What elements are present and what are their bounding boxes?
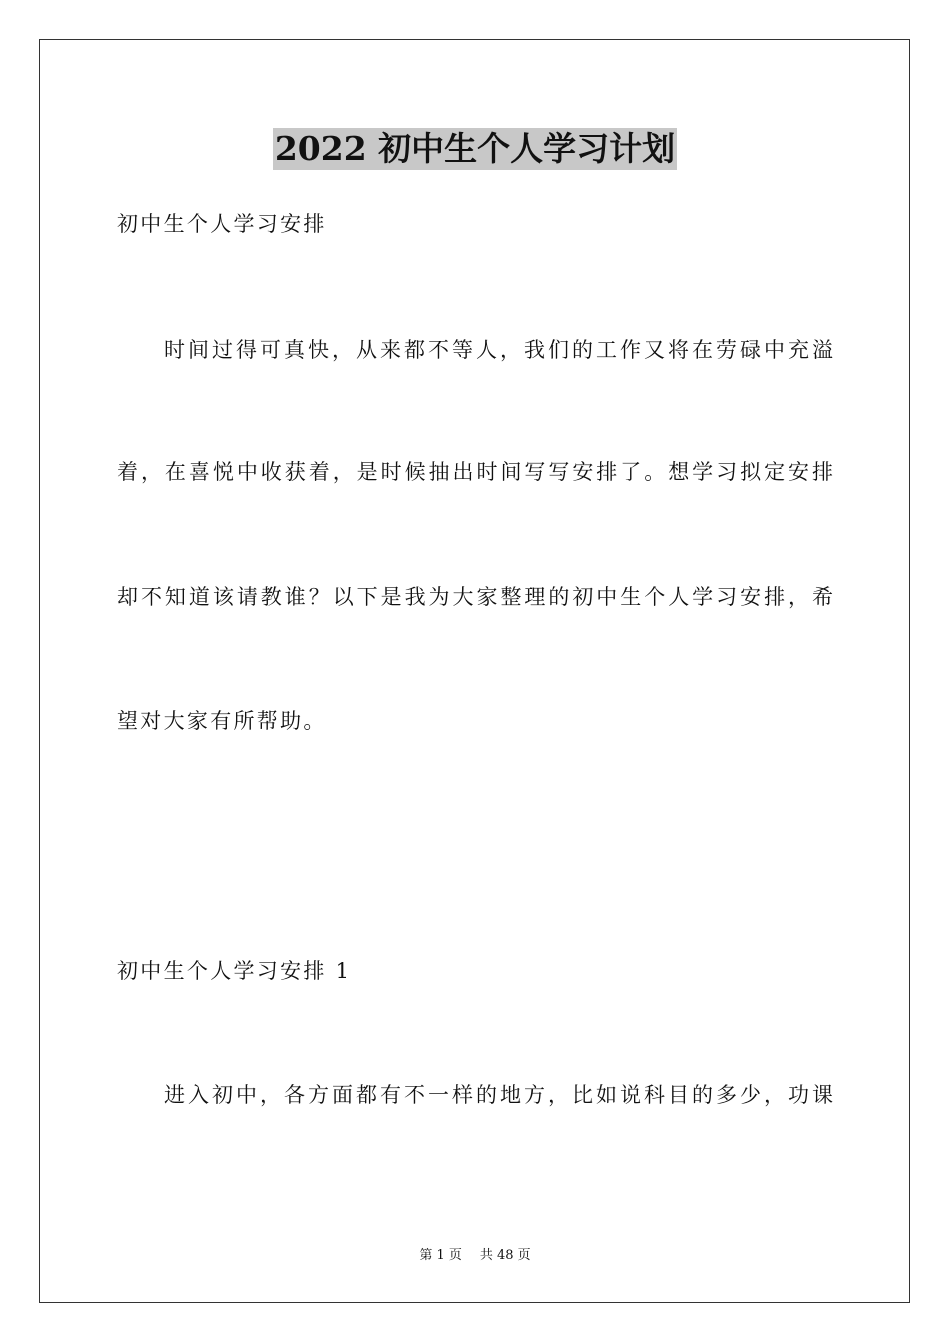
paragraph-line: 时间过得可真快，从来都不等人，我们的工作又将在劳碌中充溢: [164, 338, 833, 362]
heading-intro: 初中生个人学习安排: [117, 212, 327, 236]
paragraph-line: 却不知道该请教谁？以下是我为大家整理的初中生个人学习安排，希: [117, 585, 833, 609]
paragraph-line: 进入初中，各方面都有不一样的地方，比如说科目的多少，功课: [164, 1083, 833, 1107]
page-footer: [0, 1247, 950, 1265]
paragraph-line: 望对大家有所帮助。: [117, 709, 327, 733]
page-total: 共 48 页: [479, 1248, 531, 1263]
page-number: 第 1 页: [419, 1248, 462, 1263]
document-title: 2022 初中生个人学习计划: [274, 129, 676, 168]
heading-section-1: 初中生个人学习安排 1: [117, 959, 352, 983]
title-block: [0, 128, 950, 170]
paragraph-line: 着，在喜悦中收获着，是时候抽出时间写写安排了。想学习拟定安排: [117, 460, 833, 484]
